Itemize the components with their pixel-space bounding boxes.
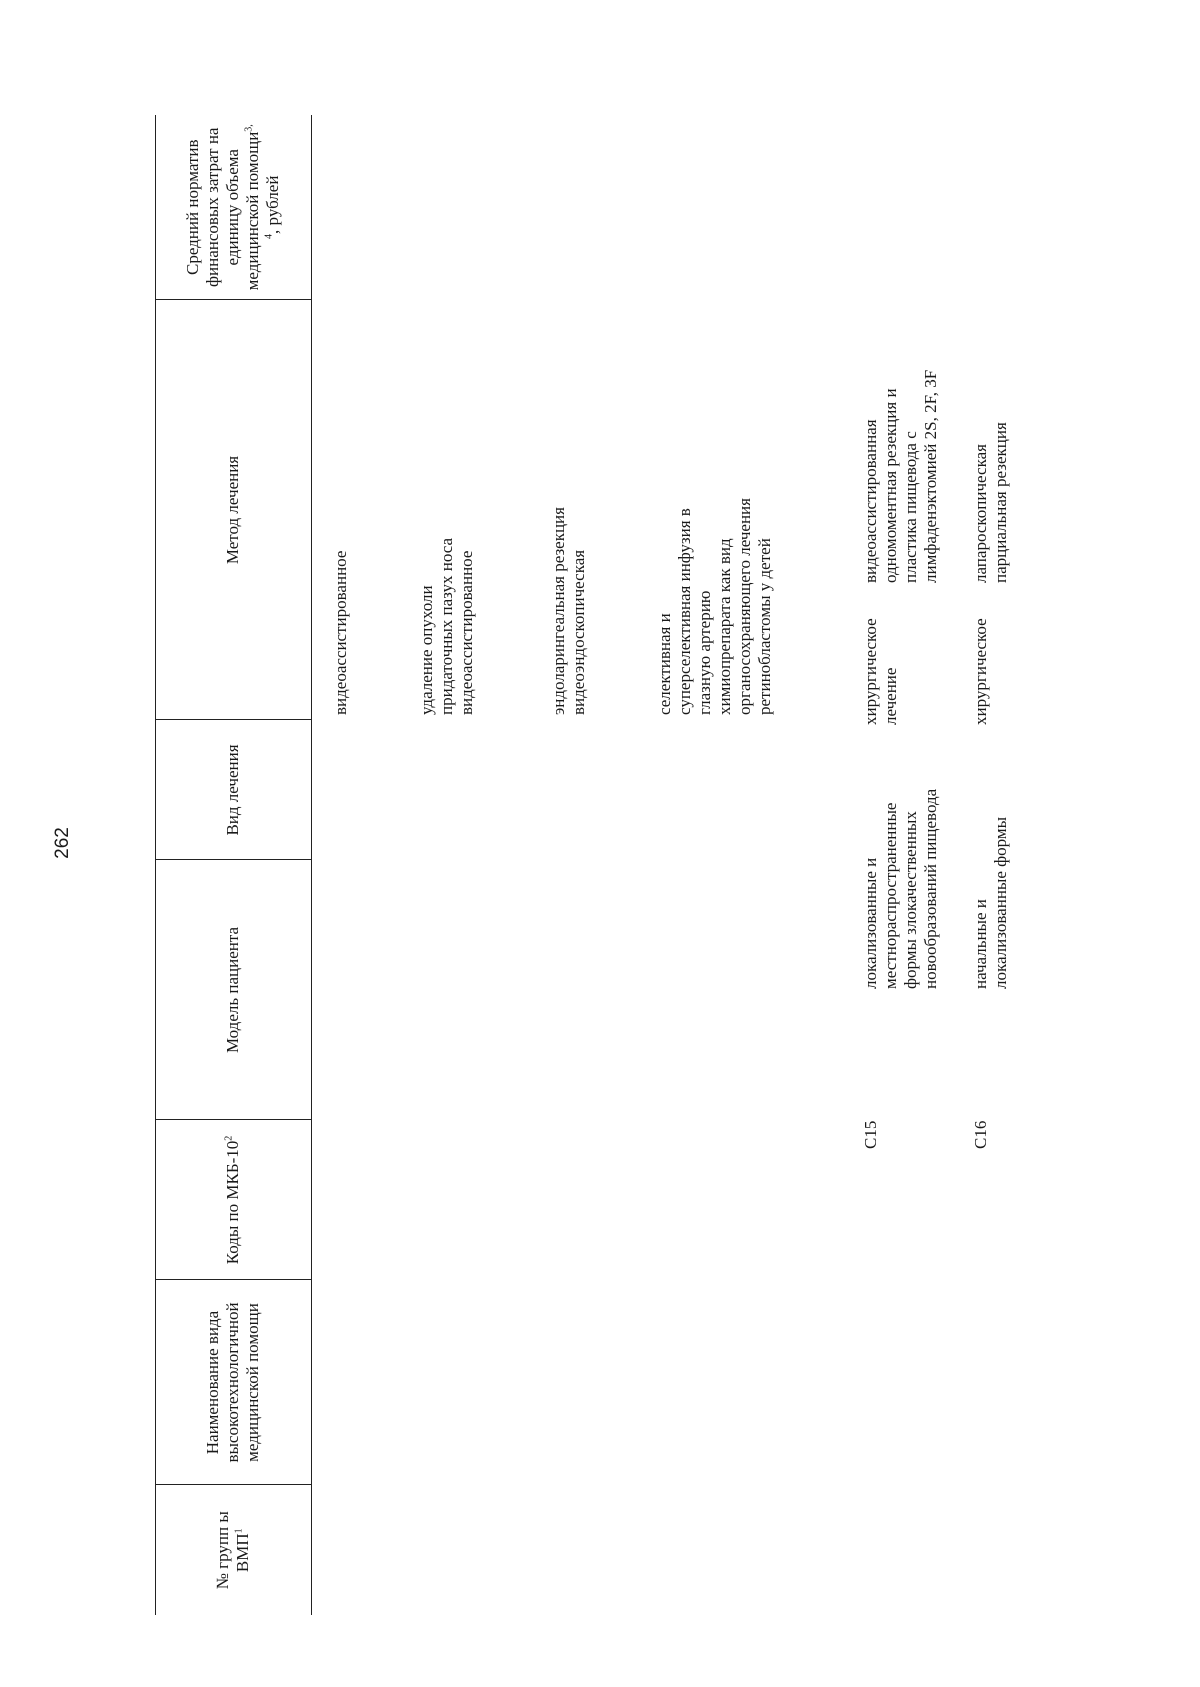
rotated-table-frame: [155, 75, 1055, 1615]
table-row-c15-method: видеоассистированная одномоментная резекция и пластика пищевода с лимфаденэктомией 2S, 2F, 3F: [861, 369, 940, 583]
header-group-no: № групп ы ВМП$^1$: [155, 1485, 311, 1615]
header-treatment-method: Метод лечения: [155, 300, 311, 720]
table-row-c16-model: начальные и локализованные формы: [971, 816, 1010, 989]
table-row-c15-code: C15: [861, 1120, 880, 1149]
table-header: [155, 115, 311, 1615]
method-cell-continued-3: эндоларингеальная резекция видеоэндоскопическая: [549, 507, 588, 715]
header-icd-codes: Коды по МКБ-$10^2$: [155, 1120, 311, 1280]
header-cost: Средний норматив финансовых затрат на единицу объема медицинской помощи$^{3, 4}$, рублей: [155, 115, 311, 300]
method-cell-continued-2: удаление опухоли придаточных пазух носа видеоассистированное: [417, 537, 476, 715]
method-cell-continued-4: селективная и суперселективная инфузия в глазную артерию химиопрепарата как вид органосохраняющего лечения ретинобластомы у детей: [655, 498, 774, 715]
page-number: 262: [52, 827, 73, 859]
header-treatment-type: Вид лечения: [155, 720, 311, 860]
table-row-c15-type: хирургическое лечение: [861, 618, 900, 725]
method-cell-continued-1: видеоассистированное: [331, 550, 350, 715]
table-row-c15-model: локализованные и местнораспространенные формы злокачественных новообразований пищевода: [861, 788, 940, 989]
table-row-c16-code: C16: [971, 1120, 990, 1149]
table-row-c16-method: лапароскопическая парциальная резекция: [971, 422, 1010, 583]
header-patient-model: Модель пациента: [155, 860, 311, 1120]
table-row-c16-type: хирургическое: [971, 618, 990, 725]
table-header-rule: [311, 115, 312, 1615]
header-name: Наименование вида высокотехнологичной медицинской помощи: [155, 1280, 311, 1485]
